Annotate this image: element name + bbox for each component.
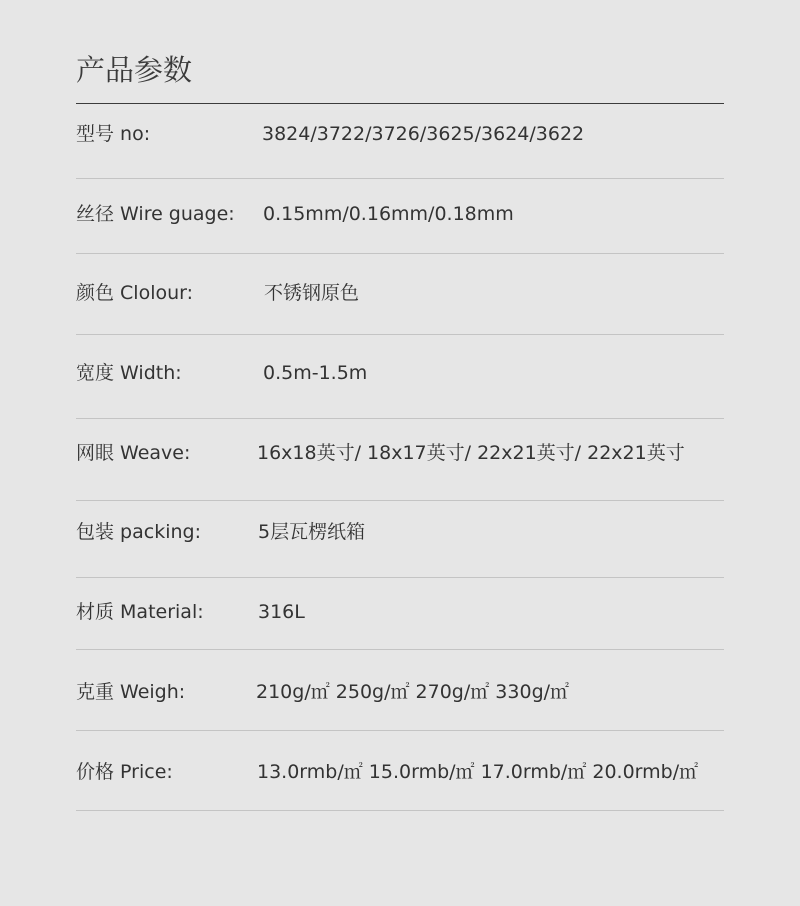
row-divider [76, 730, 724, 731]
title-divider [76, 103, 724, 104]
param-value: 0.15mm/0.16mm/0.18mm [263, 203, 514, 225]
param-value: 0.5m-1.5m [263, 362, 368, 384]
param-row-material [76, 597, 724, 627]
param-value: 不锈钢原色 [264, 282, 360, 304]
param-label: 包装 packing: [76, 521, 201, 543]
param-row-weave [76, 438, 724, 468]
param-label: 网眼 Weave: [76, 442, 191, 464]
param-row-packing [76, 517, 724, 547]
row-divider [76, 577, 724, 578]
param-value: 16x18英寸/ 18x17英寸/ 22x21英寸/ 22x21英寸 [257, 442, 685, 464]
param-label: 型号 no: [76, 123, 151, 145]
param-value: 5层瓦楞纸箱 [258, 521, 366, 543]
param-label: 克重 Weigh: [76, 681, 186, 703]
param-label: 丝径 Wire guage: [76, 203, 235, 225]
row-divider [76, 500, 724, 501]
param-row-wire-gauge [76, 199, 724, 229]
param-label: 颜色 Clolour: [76, 282, 194, 304]
param-value: 210g/㎡ 250g/㎡ 270g/㎡ 330g/㎡ [256, 681, 570, 703]
param-row-colour [76, 278, 724, 308]
page-title: 产品参数 [76, 53, 193, 87]
param-row-weight [76, 677, 724, 707]
param-value: 13.0rmb/㎡ 15.0rmb/㎡ 17.0rmb/㎡ 20.0rmb/㎡ [257, 761, 699, 783]
param-value: 316L [258, 601, 305, 623]
row-divider [76, 253, 724, 254]
param-row-price [76, 757, 724, 787]
row-divider [76, 649, 724, 650]
row-divider [76, 178, 724, 179]
param-label: 宽度 Width: [76, 362, 182, 384]
param-row-model [76, 119, 724, 149]
param-label: 材质 Material: [76, 601, 204, 623]
row-divider [76, 334, 724, 335]
param-label: 价格 Price: [76, 761, 173, 783]
param-row-width [76, 358, 724, 388]
row-divider [76, 418, 724, 419]
param-value: 3824/3722/3726/3625/3624/3622 [262, 123, 585, 145]
row-divider [76, 810, 724, 811]
